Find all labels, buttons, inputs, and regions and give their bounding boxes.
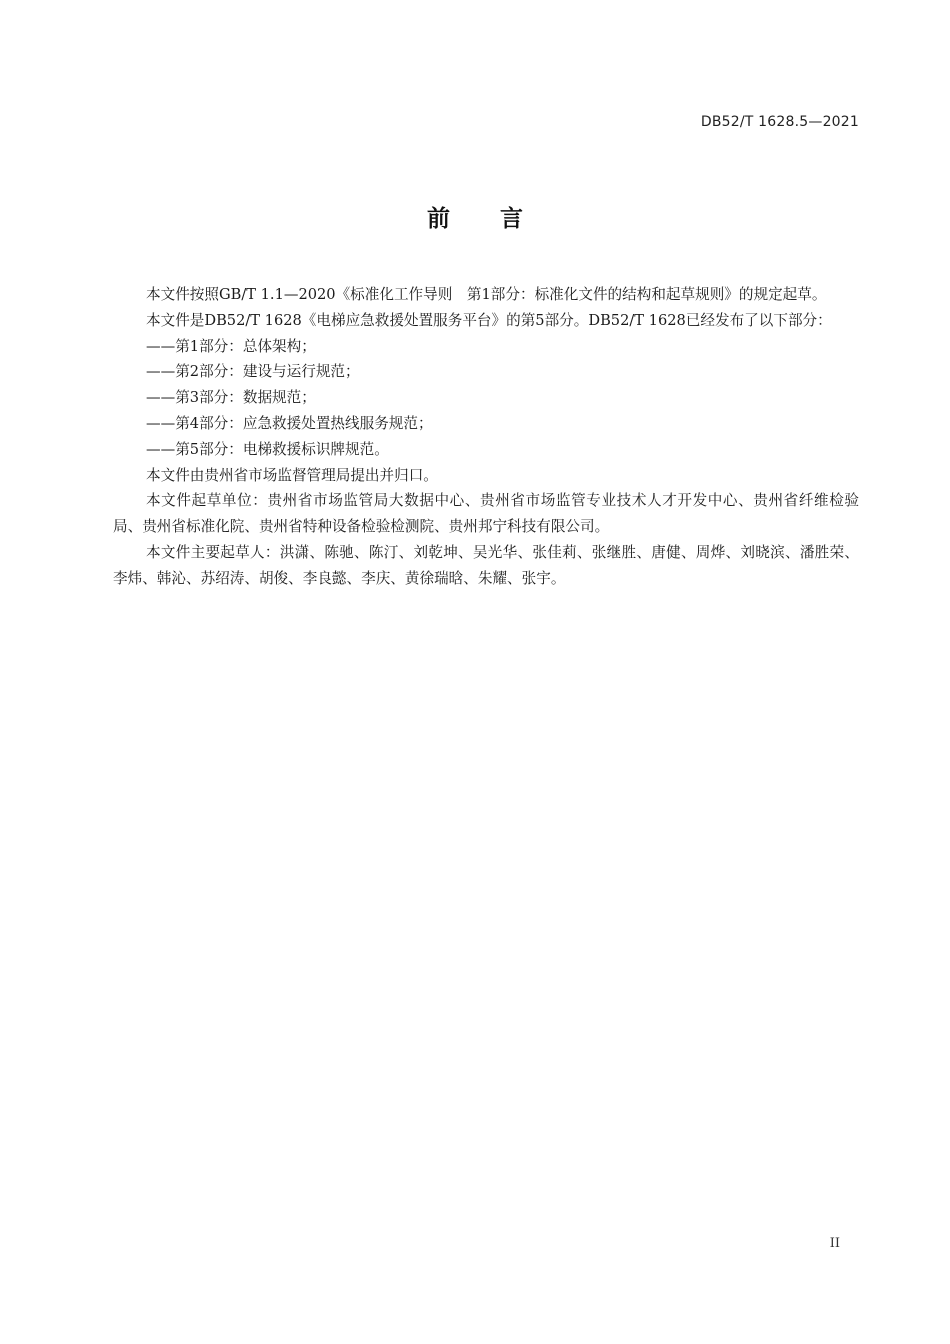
list-item-part-1: ——第1部分：总体架构； [146, 337, 316, 355]
paragraph-series-intro: 本文件是DB52/T 1628《电梯应急救援处置服务平台》的第5部分。DB52/T 1628已经发布了以下部分： [146, 311, 832, 329]
list-item-part-3: ——第3部分：数据规范； [146, 389, 316, 407]
paragraph-drafting-basis: 本文件按照GB/T 1.1—2020《标准化工作导则 第1部分：标准化文件的结构和起草规则》的规定起草。 [146, 286, 827, 303]
foreword-body [113, 282, 859, 592]
list-item-part-2: ——第2部分：建设与运行规范； [146, 363, 360, 381]
paragraph-drafting-units: 本文件起草单位：贵州省市场监管局大数据中心、贵州省市场监管专业技术人才开发中心、贵州省纤维检验局、贵州省标准化院、贵州省特种设备检验检测院、贵州邦宁科技有限公司。 [113, 492, 859, 536]
paragraph-proposer: 本文件由贵州省市场监督管理局提出并归口。 [146, 466, 438, 484]
page-title: 前言 [427, 206, 573, 232]
list-item-part-5: ——第5部分：电梯救援标识牌规范。 [146, 440, 389, 458]
list-item-part-4: ——第4部分：应急救援处置热线服务规范； [146, 414, 433, 432]
paragraph-drafters: 本文件主要起草人：洪潇、陈驰、陈汀、刘乾坤、吴光华、张佳莉、张继胜、唐健、周烨、刘晓滨、潘胜荣、李炜、韩沁、苏绍涛、胡俊、李良懿、李庆、黄徐瑞晗、朱耀、张宇。 [113, 543, 859, 587]
document-id: DB52/T 1628.5—2021 [700, 114, 859, 130]
page-number: II [829, 1236, 840, 1251]
